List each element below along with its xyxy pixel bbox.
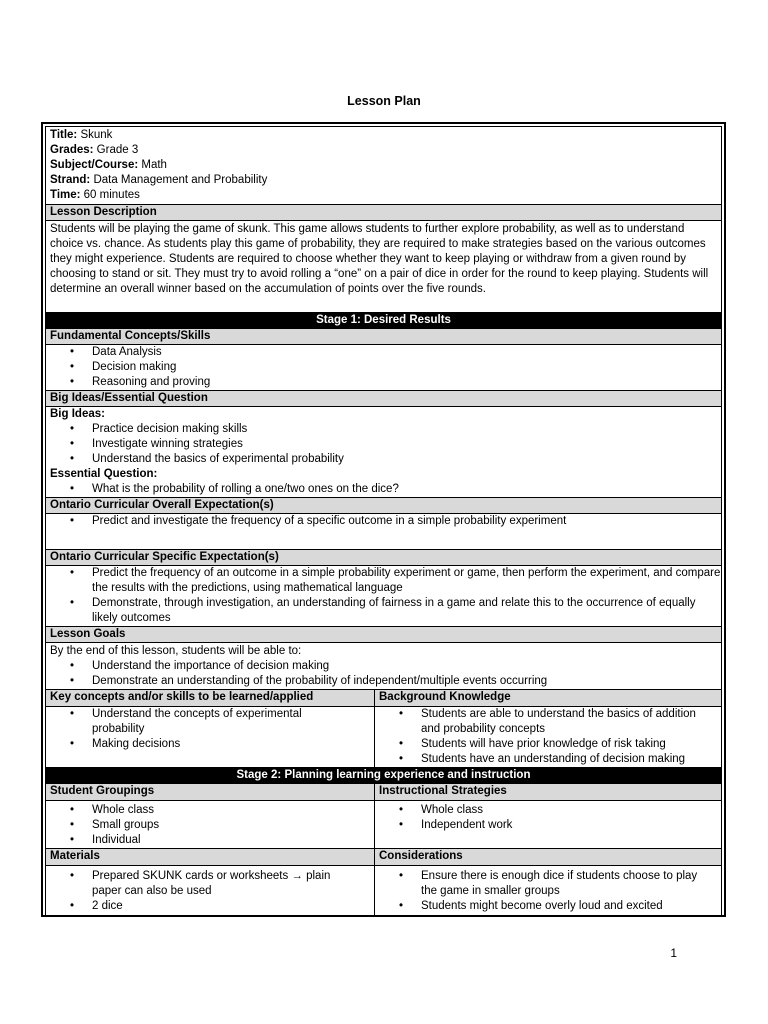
strand-line: Strand: Data Management and Probability	[50, 174, 268, 186]
list-item: • Making decisions	[46, 737, 374, 752]
instructional-strategies-heading: Instructional Strategies	[375, 784, 721, 800]
page-number: 1	[670, 946, 677, 960]
document-title: Lesson Plan	[347, 94, 421, 108]
header-block	[46, 127, 721, 205]
list-item: • Decision making	[46, 360, 721, 375]
list-item: • Investigate winning strategies	[46, 437, 721, 452]
key-concepts-list	[46, 707, 375, 767]
specific-expectations-heading: Ontario Curricular Specific Expectation(s)	[46, 550, 721, 566]
materials-heading-row	[46, 849, 721, 866]
list-item: • Independent work	[375, 818, 721, 833]
goals-intro: By the end of this lesson, students will be able to:	[50, 645, 302, 657]
overall-expectations-list	[46, 514, 721, 550]
stage2-banner: Stage 2: Planning learning experience and instruction	[46, 768, 721, 784]
considerations-heading: Considerations	[375, 849, 721, 865]
list-item: • Data Analysis	[46, 345, 721, 360]
stage1-banner: Stage 1: Desired Results	[46, 313, 721, 329]
student-groupings-heading: Student Groupings	[46, 784, 375, 800]
list-item: • 2 dice	[46, 899, 374, 914]
lesson-goals-heading: Lesson Goals	[46, 627, 721, 643]
lesson-plan-table	[41, 122, 726, 917]
list-item: • Students might become overly loud and excited	[375, 899, 721, 914]
list-item: • Demonstrate an understanding of the probability of independent/multiple events occurring	[46, 674, 721, 689]
list-item: • Understand the basics of experimental probability	[46, 452, 721, 467]
materials-row	[46, 866, 721, 917]
lesson-description-text: Students will be playing the game of skunk. This game allows students to further explore probability, as well as to understand choice vs. chance. As students play this game of probability, they are required to make strategies based on the various outcomes they might experience. Students are required to choose whether they want to keep playing or withdraw from a given round by choosing to stand or sit. They must try to avoid rolling a “one” on a pair of dice in order for the round to keep playing. Students will determine an overall winner based on the accumulation of points over the five rounds.	[46, 221, 721, 313]
list-item: • Whole class	[375, 803, 721, 818]
background-list	[375, 707, 721, 767]
list-item: • Ensure there is enough dice if students choose to play the game in smaller groups	[375, 869, 721, 899]
list-item: • Individual	[46, 833, 374, 848]
student-groupings-list	[46, 801, 375, 848]
title-line: Title: Skunk	[50, 129, 113, 141]
time-line: Time: 60 minutes	[50, 189, 140, 201]
key-concepts-heading: Key concepts and/or skills to be learned/applied	[46, 690, 375, 706]
lesson-goals-block	[46, 643, 721, 690]
groupings-row	[46, 801, 721, 849]
list-item: • Students have an understanding of decision making	[375, 752, 721, 767]
materials-heading: Materials	[46, 849, 375, 865]
grades-line: Grades: Grade 3	[50, 144, 139, 156]
list-item: • Predict the frequency of an outcome in a simple probability experiment or game, then perform the experiment, and compare the results with the predictions, using mathematical language	[46, 566, 721, 596]
big-ideas-heading: Big Ideas/Essential Question	[46, 391, 721, 407]
key-concepts-row	[46, 707, 721, 768]
subject-line: Subject/Course: Math	[50, 159, 167, 171]
essential-question-subheading: Essential Question:	[50, 468, 158, 480]
big-ideas-block	[46, 407, 721, 498]
lesson-description-heading: Lesson Description	[46, 205, 721, 221]
list-item: • Prepared SKUNK cards or worksheets → plain paper can also be used	[46, 869, 374, 899]
list-item: • Small groups	[46, 818, 374, 833]
materials-list	[46, 866, 375, 917]
background-heading: Background Knowledge	[375, 690, 721, 706]
overall-expectations-heading: Ontario Curricular Overall Expectation(s)	[46, 498, 721, 514]
list-item: • Practice decision making skills	[46, 422, 721, 437]
list-item: • Whole class	[46, 803, 374, 818]
key-concepts-heading-row	[46, 690, 721, 707]
big-ideas-subheading: Big Ideas:	[50, 408, 105, 420]
instructional-strategies-list	[375, 801, 721, 848]
considerations-list	[375, 866, 721, 917]
list-item: • Predict and investigate the frequency of a specific outcome in a simple probability experiment	[46, 514, 721, 529]
list-item: • Understand the concepts of experimental probability	[46, 707, 374, 737]
fundamentals-heading: Fundamental Concepts/Skills	[46, 329, 721, 345]
list-item: • Reasoning and proving	[46, 375, 721, 390]
list-item: • Students are able to understand the basics of addition and probability concepts	[375, 707, 721, 737]
list-item: • Demonstrate, through investigation, an understanding of fairness in a game and relate this to the occurrence of equally likely outcomes	[46, 596, 721, 626]
list-item: • What is the probability of rolling a one/two ones on the dice?	[46, 482, 721, 497]
fundamentals-list	[46, 345, 721, 391]
list-item: • Students will have prior knowledge of risk taking	[375, 737, 721, 752]
specific-expectations-list	[46, 566, 721, 627]
groupings-heading-row	[46, 784, 721, 801]
list-item: • Understand the importance of decision making	[46, 659, 721, 674]
